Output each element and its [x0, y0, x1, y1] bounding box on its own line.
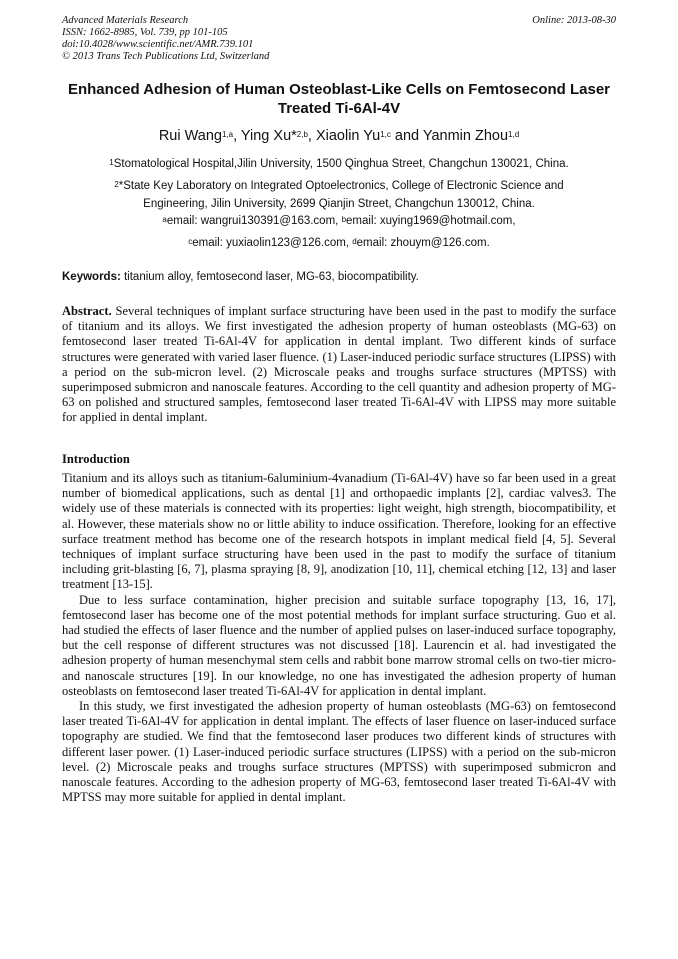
author-affiliation-mark: 1,d [508, 130, 520, 139]
affiliation-2 [62, 177, 616, 213]
email-mark: d [352, 237, 357, 246]
email-mark: c [188, 237, 193, 246]
keywords-label: Keywords: [62, 271, 121, 283]
journal-header [62, 15, 616, 63]
email-c: email: yuxiaolin123@126.com, [192, 237, 353, 249]
author-affiliation-mark: 2,b [296, 130, 308, 139]
online-date: Online: 2013-08-30 [532, 15, 616, 26]
section-heading: Introduction [62, 452, 130, 466]
email-line-1 [62, 212, 616, 230]
author-separator: , [233, 128, 241, 144]
author-conjunction: and [390, 128, 423, 144]
paragraph: Titanium and its alloys such as titanium-6aluminium-4vanadium (Ti-6Al-4V) have so far been used in a great number of biomedical applications, such as dental [1] and orthopaedic implants [2], cardiac valves3. The widely use of these materials is connected with its properties: light weight, high strength, biocompatibility, et al. However, these materials show no or little ability to induce ossification. Therefore, looking for an effective surface treatment method has become one of the research hotspots in implant medical field [4, 5]. Several techniques of implant surface structuring have been used in the past to modify the surface of titanium including grit-blasting [6, 7], plasma spraying [8, 9], anodization [10, 11], chemical etching [12, 13] and laser treatment [13-15]. [62, 471, 616, 592]
affiliation-mark: 1 [109, 158, 114, 167]
author-affiliation-mark: 1,c [380, 130, 391, 139]
email-a: email: wangrui130391@163.com, [166, 215, 342, 227]
author-name: Yanmin Zhou [422, 128, 509, 144]
keywords [62, 270, 616, 284]
author-list [62, 127, 616, 145]
author-name: Ying Xu* [240, 128, 297, 144]
author-affiliation-mark: 1,a [221, 130, 234, 139]
affiliation-text: Stomatological Hospital,Jilin University, 1500 Qinghua Street, Changchun 130021, China. [113, 158, 569, 170]
abstract [62, 304, 616, 426]
introduction-body [62, 471, 616, 805]
paragraph: In this study, we first investigated the adhesion property of human osteoblasts (MG-63) on femtosecond laser treated Ti-6Al-4V for application in dental implant. The effects of laser fluence on laser-induced surface topography are studied. We find that the femtosecond laser produces two different kinds of structures with different laser power. (1) Laser-induced periodic surface structures (LIPSS) with a period on the sub-micron level. (2) Microscale peaks and troughs surface structures (MPTSS) with superimposed submicron and nanoscale features. According to the adhesion property of MG-63, femtosecond laser treated Ti-6Al-4V with MPTSS may more suitable for applied in dental implant. [62, 699, 616, 805]
affiliation-text: *State Key Laboratory on Integrated Optoelectronics, College of Electronic Science and Engineering, Jilin University, 2699 Qianjin Street, Changchun 130012, China. [118, 180, 564, 210]
abstract-label: Abstract. [62, 304, 112, 318]
copyright-line: © 2013 Trans Tech Publications Ltd, Switzerland [62, 51, 270, 62]
author-name: Xiaolin Yu [315, 128, 381, 144]
paper-title: Enhanced Adhesion of Human Osteoblast-Like Cells on Femtosecond Laser Treated Ti-6Al-4V [67, 81, 611, 117]
affiliation-mark: 2 [114, 180, 119, 189]
doi-line: doi:10.4028/www.scientific.net/AMR.739.101 [62, 39, 254, 50]
email-mark: a [162, 215, 167, 224]
email-mark: b [341, 215, 347, 224]
issn-line: ISSN: 1662-8985, Vol. 739, pp 101-105 [62, 27, 228, 38]
paragraph: Due to less surface contamination, higher precision and suitable surface topography [13, 16, 17], femtosecond laser has become one of the most potential methods for implant surface structuring. Guo et al. had studied the effects of laser fluence and the number of applied pulses on laser-induced surface topography, but the cell response of different structures was not discussed [18]. Laurencin et al. had investigated the adhesion property of human mesenchymal stem cells and rabbit bone marrow stromal cells on two-tier micro- and nanoscale structures [19]. In our knowledge, no one has investigated the adhesion property of human osteoblasts on femtosecond laser treated Ti-6Al-4V for application in dental implant. [62, 592, 616, 698]
journal-name: Advanced Materials Research [62, 15, 189, 26]
author-separator: , [307, 128, 316, 144]
email-d: email: zhouym@126.com. [356, 237, 490, 249]
email-line-2 [62, 234, 616, 252]
author-name: Rui Wang [158, 128, 222, 144]
affiliation-1 [62, 155, 616, 173]
keywords-text: titanium alloy, femtosecond laser, MG-63, biocompatibility. [120, 271, 419, 283]
abstract-text: Several techniques of implant surface structuring have been used in the past to modify the surface of titanium and its alloys. We first investigated the adhesion property of human osteoblasts (MG-63) on femtosecond laser treated Ti-6Al-4V for application in dental implant. Two different kinds of surface structures were generated with varied laser fluence. (1) Laser-induced periodic surface structures (LIPSS) with a period on the sub-micron level. (2) Microscale peaks and troughs surface structures (MPTSS) with superimposed submicron and nanoscale features. According to the cell quantity and adhesion property of MG-63 on polished and structured samples, femtosecond laser treated Ti-6Al-4V with LIPSS may more suitable for applied in dental implant. [62, 304, 616, 425]
email-b: email: xuying1969@hotmail.com, [346, 215, 516, 227]
